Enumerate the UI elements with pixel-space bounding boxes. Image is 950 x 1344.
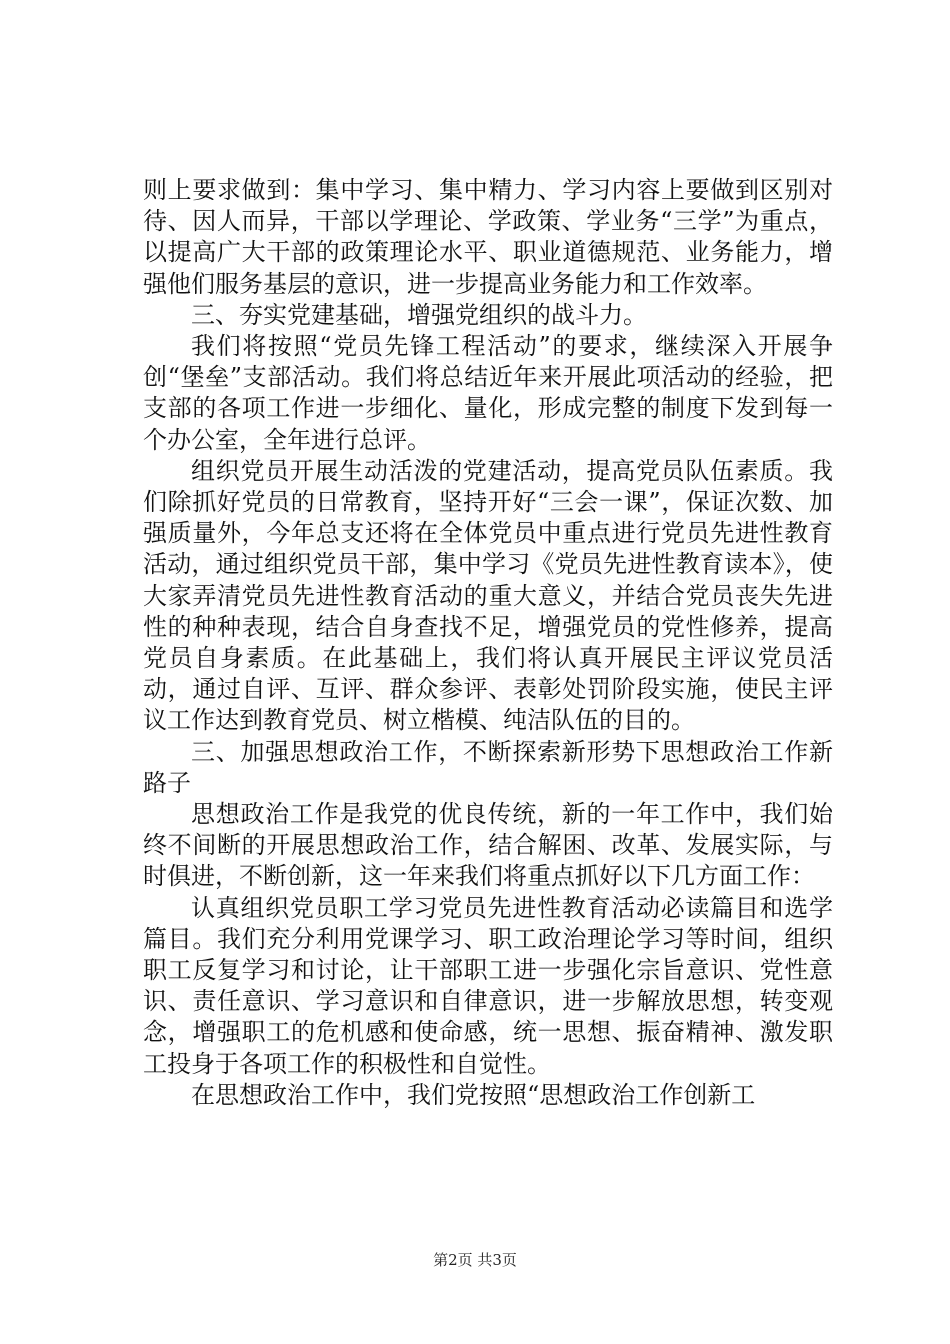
paragraph: 在思想政治工作中，我们党按照“思想政治工作创新工 [191, 1080, 756, 1109]
paragraph-continuation: 则上要求做到：集中学习、集中精力、学习内容上要做到区别对待、因人而异，干部以学理论、学政策、学业务“三学”为重点，以提高广大干部的政策理论水平、职业道德规范、业务能力，增强他们服务基层的意识，进一步提高业务能力和工作效率。 [143, 176, 833, 298]
paragraph: 我们将按照“党员先锋工程活动”的要求，继续深入开展争创“堡垒”支部活动。我们将总结近年来开展此项活动的经验，把支部的各项工作进一步细化、量化，形成完整的制度下发到每一个办公室，全年进行总评。 [143, 332, 833, 454]
paragraph: 认真组织党员职工学习党员先进性教育活动必读篇目和选学篇目。我们充分利用党课学习、职工政治理论学习等时间，组织职工反复学习和讨论，让干部职工进一步强化宗旨意识、党性意识、责任意识、学习意识和自律意识，进一步解放思想，转变观念，增强职工的危机感和使命感，统一思想、振奋精神、激发职工投身于各项工作的积极性和自觉性。 [143, 893, 833, 1078]
paragraph: 思想政治工作是我党的优良传统，新的一年工作中，我们始终不间断的开展思想政治工作，结合解困、改革、发展实际，与时俱进，不断创新，这一年来我们将重点抓好以下几方面工作： [143, 800, 833, 891]
paragraph: 组织党员开展生动活泼的党建活动，提高党员队伍素质。我们除抓好党员的日常教育，坚持开好“三会一课”，保证次数、加强质量外，今年总支还将在全体党员中重点进行党员先进性教育活动，通过组织党员干部，集中学习《党员先进性教育读本》，使大家弄清党员先进性教育活动的重大意义，并结合党员丧失先进性的种种表现，结合自身查找不足，增强党员的党性修养，提高党员自身素质。在此基础上，我们将认真开展民主评议党员活动，通过自评、互评、群众参评、表彰处罚阶段实施，使民主评议工作达到教育党员、树立楷模、纯洁队伍的目的。 [143, 456, 833, 735]
section-heading: 三、夯实党建基础，增强党组织的战斗力。 [191, 300, 647, 329]
page-number-footer: 第2页 共3页 [433, 1251, 517, 1269]
section-heading: 三、加强思想政治工作，不断探索新形势下思想政治工作新路子 [143, 737, 833, 797]
document-body [143, 175, 833, 1111]
